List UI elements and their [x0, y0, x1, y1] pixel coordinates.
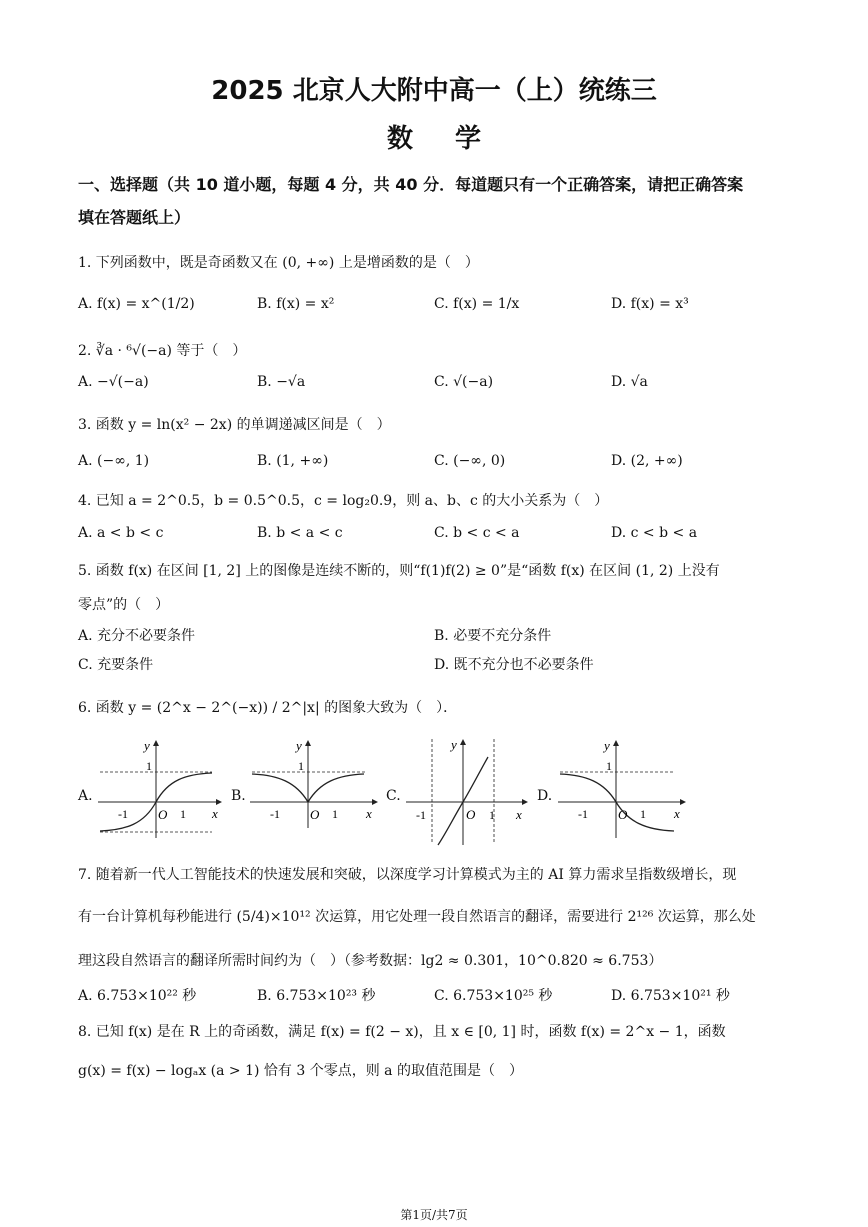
y-axis-arrow — [153, 740, 159, 746]
x-label: x — [674, 806, 680, 821]
tick-x-neg1: -1 — [578, 807, 588, 821]
question-1-option-c: C. f(x) = 1/x — [434, 296, 520, 312]
question-5-option-a: A. 充分不必要条件 — [78, 628, 196, 644]
x-axis-arrow — [522, 799, 528, 805]
tick-y-1: 1 — [298, 759, 304, 773]
tick-y-1: 1 — [606, 759, 612, 773]
question-3-option-c: C. (−∞, 0) — [434, 453, 506, 469]
tick-x-1: 1 — [489, 808, 495, 822]
question-1-option-a: A. f(x) = x^(1/2) — [78, 296, 195, 312]
x-label: x — [212, 806, 218, 821]
y-axis-arrow — [305, 740, 311, 746]
question-2-option-d: D. √a — [611, 374, 648, 390]
question-5-option-b: B. 必要不充分条件 — [434, 628, 552, 644]
graph-a-label: A. — [78, 788, 93, 804]
y-label: y — [451, 737, 457, 752]
page-title: 2025 北京人大附中高一（上）统练三 — [211, 76, 657, 106]
question-2-stem: 2. ∛a · ⁶√(−a) 等于（ ） — [78, 343, 247, 359]
graph-b-label: B. — [231, 788, 246, 804]
question-4-option-d: D. c < b < a — [611, 525, 698, 541]
tick-x-1: 1 — [332, 807, 338, 821]
question-5-option-d: D. 既不充分也不必要条件 — [434, 657, 594, 673]
question-1-stem: 1. 下列函数中，既是奇函数又在 (0, +∞) 上是增函数的是（ ） — [78, 255, 479, 271]
page-footer: 第1页/共7页 — [400, 1208, 468, 1222]
graph-c-label: C. — [386, 788, 401, 804]
y-axis-arrow — [460, 739, 466, 745]
x-axis-arrow — [680, 799, 686, 805]
question-2-option-c: C. √(−a) — [434, 374, 494, 390]
question-3-stem: 3. 函数 y = ln(x² − 2x) 的单调递减区间是（ ） — [78, 417, 391, 433]
question-7-stem: 7. 随着新一代人工智能技术的快速发展和突破，以深度学习计算模式为主的 AI 算力需求呈指数级增长，现 — [78, 867, 737, 883]
question-8-stem: 8. 已知 f(x) 是在 R 上的奇函数，满足 f(x) = f(2 − x)，且 x ∈ [0, 1] 时，函数 f(x) = 2^x − 1，函数 — [78, 1024, 726, 1040]
question-5-stem-cont: 零点”的（ ） — [78, 597, 170, 613]
question-7-option-d: D. 6.753×10²¹ 秒 — [611, 988, 730, 1004]
question-4-option-a: A. a < b < c — [78, 525, 164, 541]
section-heading-cont: 填在答题纸上） — [78, 208, 191, 227]
origin-label: O — [466, 807, 476, 822]
x-label: x — [366, 806, 372, 821]
question-7-option-a: A. 6.753×10²² 秒 — [78, 988, 197, 1004]
question-3-option-a: A. (−∞, 1) — [78, 453, 150, 469]
x-axis-arrow — [216, 799, 222, 805]
subject-title: 数学 — [386, 124, 523, 154]
question-1-option-b: B. f(x) = x² — [257, 296, 335, 312]
y-label: y — [144, 738, 150, 753]
question-7-option-b: B. 6.753×10²³ 秒 — [257, 988, 376, 1004]
graph-d — [556, 738, 688, 842]
graph-c — [404, 735, 530, 847]
tick-x-neg1: -1 — [270, 807, 280, 821]
question-2-option-a: A. −√(−a) — [78, 374, 149, 390]
origin-label: O — [618, 807, 628, 822]
x-label: x — [516, 807, 522, 822]
tick-x-neg1: -1 — [416, 808, 426, 822]
question-7-stem-cont-2: 理这段自然语言的翻译所需时间约为（ ）（参考数据：lg2 ≈ 0.301，10^0.820 ≈ 6.753） — [78, 953, 663, 969]
question-2-option-b: B. −√a — [257, 374, 306, 390]
tick-x-1: 1 — [640, 807, 646, 821]
question-4-option-b: B. b < a < c — [257, 525, 343, 541]
y-axis-arrow — [613, 740, 619, 746]
question-3-option-b: B. (1, +∞) — [257, 453, 329, 469]
question-8-stem-cont: g(x) = f(x) − logₐx (a > 1) 恰有 3 个零点，则 a 的取值范围是（ ） — [78, 1063, 523, 1079]
tick-x-neg1: -1 — [118, 807, 128, 821]
y-label: y — [604, 738, 610, 753]
question-5-option-c: C. 充要条件 — [78, 657, 154, 673]
question-3-option-d: D. (2, +∞) — [611, 453, 683, 469]
question-5-stem: 5. 函数 f(x) 在区间 [1, 2] 上的图像是连续不断的，则“f(1)f(2) ≥ 0”是“函数 f(x) 在区间 (1, 2) 上没有 — [78, 563, 720, 579]
question-4-stem: 4. 已知 a = 2^0.5，b = 0.5^0.5，c = log₂0.9，则 a、b、c 的大小关系为（ ） — [78, 493, 609, 509]
x-axis-arrow — [372, 799, 378, 805]
graph-d-label: D. — [537, 788, 553, 804]
question-4-option-c: C. b < c < a — [434, 525, 520, 541]
tick-x-1: 1 — [180, 807, 186, 821]
graph-a — [96, 738, 222, 842]
origin-label: O — [158, 807, 168, 822]
tick-y-1: 1 — [146, 759, 152, 773]
question-7-stem-cont: 有一台计算机每秒能进行 (5/4)×10¹² 次运算，用它处理一段自然语言的翻译，需要进行 2¹²⁶ 次运算，那么处 — [78, 909, 756, 925]
graph-b — [248, 738, 380, 842]
question-7-option-c: C. 6.753×10²⁵ 秒 — [434, 988, 553, 1004]
origin-label: O — [310, 807, 320, 822]
question-1-option-d: D. f(x) = x³ — [611, 296, 689, 312]
question-6-stem: 6. 函数 y = (2^x − 2^(−x)) / 2^|x| 的图象大致为（ ）． — [78, 700, 458, 716]
section-heading: 一、选择题（共 10 道小题，每题 4 分，共 40 分．每道题只有一个正确答案，请把正确答案 — [78, 175, 744, 194]
y-label: y — [296, 738, 302, 753]
